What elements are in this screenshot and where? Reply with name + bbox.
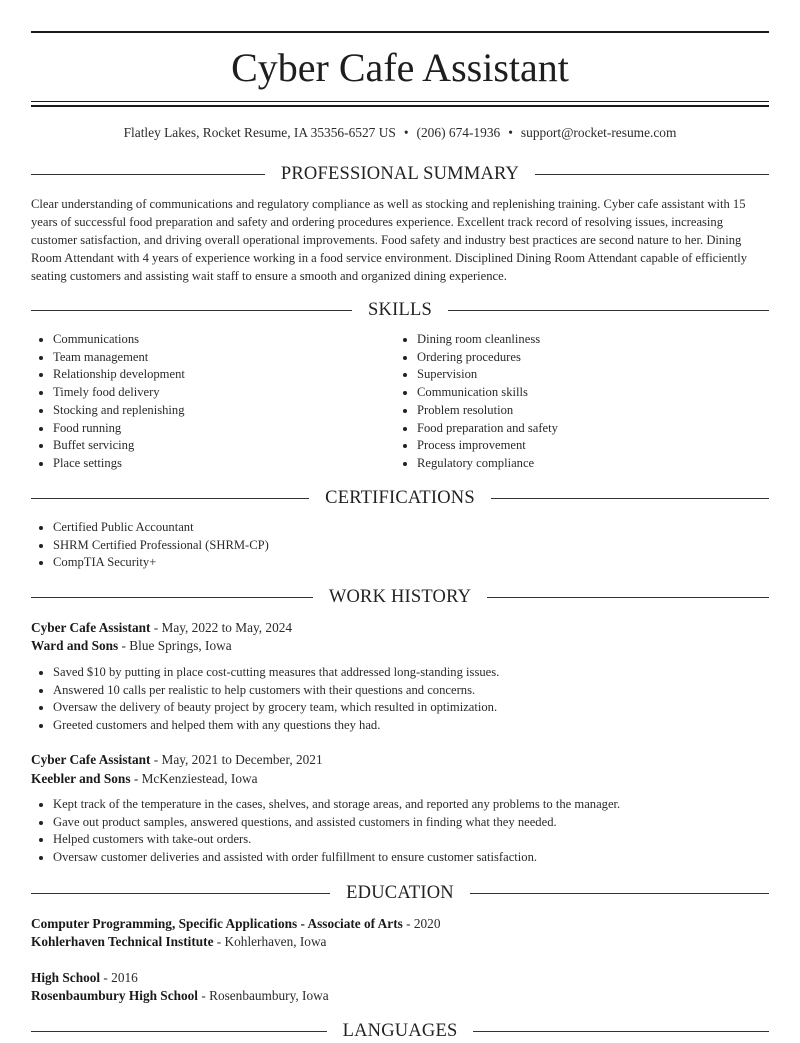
responsibility-item: Oversaw customer deliveries and assisted with order fulfillment to ensure customer satisfaction.: [31, 849, 769, 867]
education-year: - 2016: [100, 970, 138, 985]
heading-rule-left: [31, 893, 330, 894]
section-heading-skills: [31, 298, 769, 322]
skill-item: Buffet servicing: [31, 437, 391, 455]
education-year: - 2020: [402, 916, 441, 931]
education-school: Kohlerhaven Technical Institute: [31, 934, 214, 949]
skill-item: Problem resolution: [395, 402, 755, 420]
heading-rule-right: [473, 1031, 769, 1032]
education-degree-line: [31, 915, 769, 933]
responsibility-item: Saved $10 by putting in place cost-cutting measures that addressed long-standing issues.: [31, 664, 769, 682]
section-title: LANGUAGES: [342, 1021, 458, 1041]
certification-item: CompTIA Security+: [31, 554, 769, 572]
responsibility-item: Greeted customers and helped them with any questions they had.: [31, 717, 769, 735]
responsibility-item: Helped customers with take-out orders.: [31, 831, 769, 849]
education-school-line: [31, 987, 769, 1005]
section-title: CERTIFICATIONS: [325, 488, 475, 508]
skill-item: Place settings: [31, 455, 391, 473]
education-school: Rosenbaumbury High School: [31, 988, 198, 1003]
heading-rule-left: [31, 1031, 327, 1032]
section-title: EDUCATION: [346, 883, 454, 903]
skill-item: Communication skills: [395, 384, 755, 402]
education-degree: Computer Programming, Specific Applications - Associate of Arts: [31, 916, 403, 931]
skill-item: Stocking and replenishing: [31, 402, 391, 420]
section-heading-education: [31, 881, 769, 905]
responsibility-item: Oversaw the delivery of beauty project by grocery team, which resulted in optimization.: [31, 699, 769, 717]
section-title: SKILLS: [368, 300, 432, 320]
certifications-list: [31, 519, 769, 572]
job-title-line: [31, 751, 769, 769]
heading-rule-left: [31, 310, 352, 311]
bullet-separator-icon: •: [403, 125, 409, 140]
skill-item: Team management: [31, 349, 391, 367]
job-employer: Keebler and Sons: [31, 771, 131, 786]
contact-email: support@rocket-resume.com: [520, 125, 677, 140]
job-responsibilities-list: [31, 796, 769, 867]
header-bottom-rule-thin: [31, 101, 769, 102]
contact-address: Flatley Lakes, Rocket Resume, IA 35356-6527 US: [123, 125, 396, 140]
heading-rule-right: [487, 597, 769, 598]
job-location: - Blue Springs, Iowa: [118, 638, 232, 653]
professional-summary-text: Clear understanding of communications and regulatory compliance as well as stocking and replenishing training. Cyber cafe assistant with 15 years of successful food preparation and safety and ordering procedures experience. Excellent track record of resolving issues, increasing customer satisfaction, and driving overall operational improvements. Food safety and industry best practices are second nature to her. Dining Room Attendant with 4 years of experience working in a food service environment. Disciplined Dining Room Attendant capable of efficiently seating customers and assisting wait staff to ensure a smooth and organized dining experience.: [31, 197, 748, 283]
heading-rule-right: [470, 893, 769, 894]
job-dates: - May, 2021 to December, 2021: [150, 752, 323, 767]
contact-line: [31, 124, 769, 142]
skills-list-right: [395, 331, 755, 473]
heading-rule-left: [31, 597, 313, 598]
skill-item: Communications: [31, 331, 391, 349]
skill-item: Relationship development: [31, 366, 391, 384]
education-school-line: [31, 933, 769, 951]
header-top-rule: [31, 31, 769, 33]
section-heading-languages: [31, 1019, 769, 1043]
skill-item: Food preparation and safety: [395, 420, 755, 438]
job-employer-line: [31, 637, 769, 655]
job-employer-line: [31, 770, 769, 788]
heading-rule-right: [448, 310, 769, 311]
heading-rule-left: [31, 498, 309, 499]
responsibility-item: Kept track of the temperature in the cases, shelves, and storage areas, and reported any problems to the manager.: [31, 796, 769, 814]
job-role: Cyber Cafe Assistant: [31, 752, 151, 767]
skill-item: Dining room cleanliness: [395, 331, 755, 349]
skill-item: Process improvement: [395, 437, 755, 455]
job-role: Cyber Cafe Assistant: [31, 620, 151, 635]
section-heading-work-history: [31, 585, 769, 609]
education-location: - Kohlerhaven, Iowa: [213, 934, 327, 949]
skill-item: Food running: [31, 420, 391, 438]
heading-rule-right: [491, 498, 769, 499]
section-heading-professional-summary: [31, 162, 769, 186]
skill-item: Regulatory compliance: [395, 455, 755, 473]
job-employer: Ward and Sons: [31, 638, 119, 653]
heading-rule-right: [535, 174, 769, 175]
education-degree: High School: [31, 970, 101, 985]
skill-item: Timely food delivery: [31, 384, 391, 402]
job-title-line: [31, 619, 769, 637]
certification-item: SHRM Certified Professional (SHRM-CP): [31, 537, 769, 555]
job-dates: - May, 2022 to May, 2024: [150, 620, 293, 635]
heading-rule-left: [31, 174, 265, 175]
responsibility-item: Gave out product samples, answered questions, and assisted customers in finding what they needed.: [31, 814, 769, 832]
job-location: - McKenziestead, Iowa: [130, 771, 258, 786]
skills-list-left: [31, 331, 391, 473]
section-title: WORK HISTORY: [328, 587, 472, 607]
education-location: - Rosenbaumbury, Iowa: [198, 988, 329, 1003]
contact-phone: (206) 674-1936: [416, 125, 501, 140]
certification-item: Certified Public Accountant: [31, 519, 769, 537]
section-title: PROFESSIONAL SUMMARY: [280, 164, 520, 184]
skill-item: Ordering procedures: [395, 349, 755, 367]
header-bottom-rule-thick: [31, 105, 769, 107]
job-responsibilities-list: [31, 664, 769, 735]
skill-item: Supervision: [395, 366, 755, 384]
education-degree-line: [31, 969, 769, 987]
bullet-separator-icon: •: [508, 125, 513, 140]
responsibility-item: Answered 10 calls per realistic to help customers with their questions and concerns.: [31, 682, 769, 700]
candidate-name: Cyber Cafe Assistant: [231, 45, 569, 90]
section-heading-certifications: [31, 486, 769, 510]
